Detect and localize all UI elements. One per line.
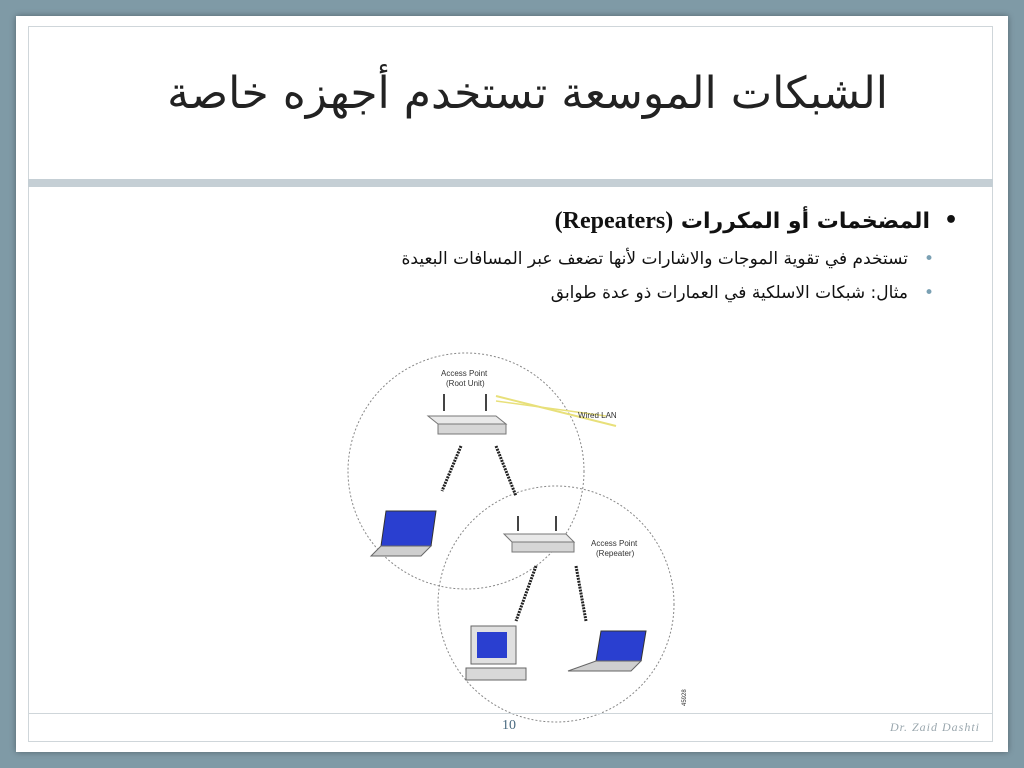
bullet-main — [138, 208, 958, 235]
desktop-computer-icon — [466, 626, 526, 680]
root-access-point-icon — [428, 394, 506, 434]
bullet-main-latin: (Repeaters) — [554, 208, 674, 234]
root-ap-label-2: (Root Unit) — [446, 379, 485, 388]
laptop-icon — [568, 631, 646, 671]
figure-code: 45928 — [682, 689, 688, 706]
slide — [16, 16, 1008, 752]
repeater-ap-label-1: Access Point — [591, 539, 638, 548]
laptop-icon — [371, 511, 436, 556]
footer-divider — [28, 713, 993, 714]
repeater-network-diagram — [346, 346, 706, 731]
bullet-list — [138, 208, 958, 303]
author-credit: Dr. Zaid Dashti — [889, 720, 980, 734]
repeater-access-point-icon — [504, 516, 574, 552]
page-number: 10 — [502, 718, 516, 733]
root-ap-label-1: Access Point — [441, 369, 488, 378]
slide-title: الشبكات الموسعة تستخدم أجهزه خاصة — [167, 68, 888, 119]
wired-lan-label: Wired LAN — [578, 411, 617, 420]
title-divider — [28, 179, 993, 187]
sub-bullet-1: • تستخدم في تقوية الموجات والاشارات لأنها تضعف عبر المسافات البعيدة — [138, 249, 958, 269]
repeater-ap-label-2: (Repeater) — [596, 549, 635, 558]
bullet-main-arabic: المضخمات أو المكررات — [673, 209, 930, 234]
sub-bullet-2: • مثال: شبكات الاسلكية في العمارات ذو عدة طوابق — [138, 283, 958, 303]
